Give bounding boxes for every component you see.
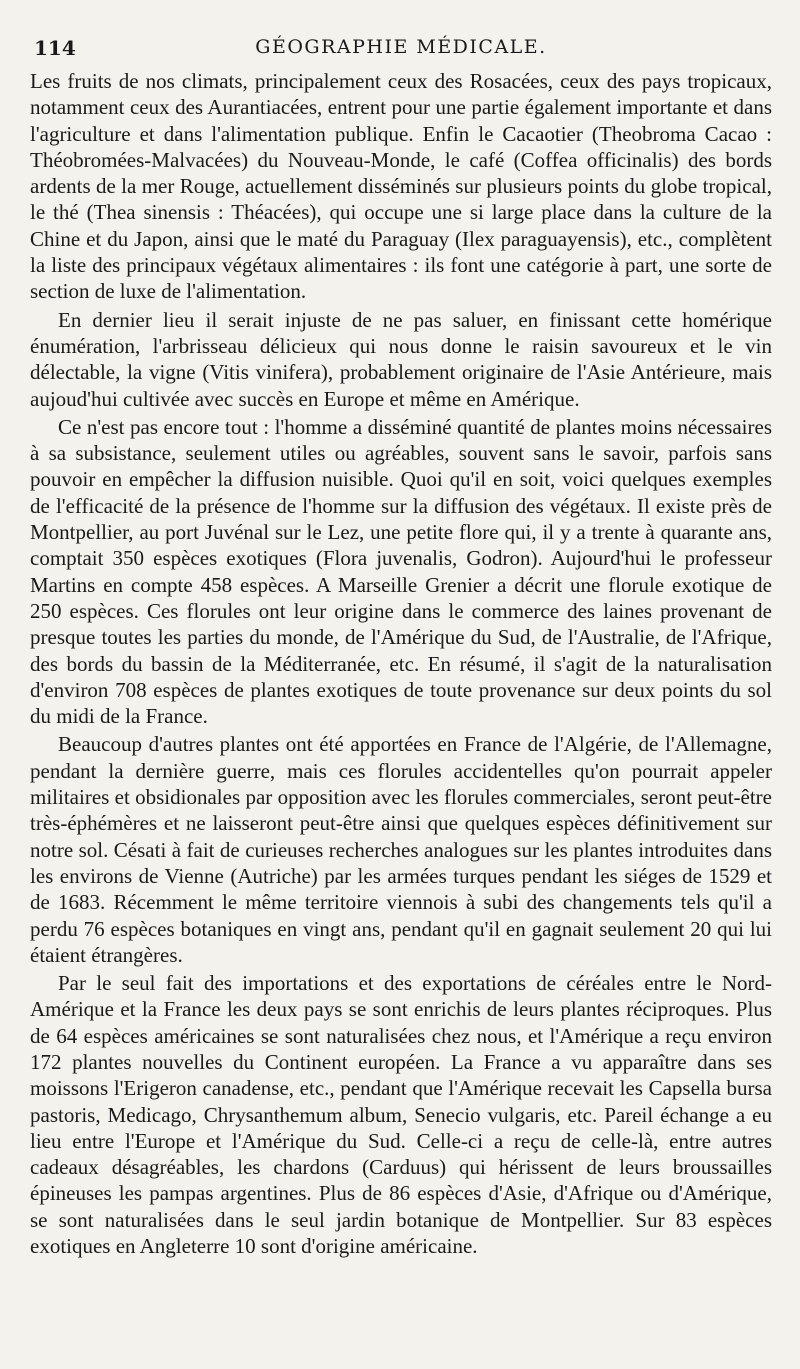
paragraph-vigne: En dernier lieu il serait injuste de ne pas saluer, en finissant cette homérique énumération, l'arbrisseau délicieux qui nous donne le raisin savoureux et le vin délectable, la vigne (Vitis vinifera), probablement originaire de l'Asie Antérieure, mais aujoud'hui cultivée avec succès en Europe et même en Amérique. (30, 307, 772, 411)
page-number: 114 (34, 36, 76, 60)
page-header (30, 30, 772, 64)
body-text (30, 68, 772, 1259)
running-title: GÉOGRAPHIE MÉDICALE. (255, 36, 547, 58)
paragraph-fruits: Les fruits de nos climats, principalement ceux des Rosacées, ceux des pays tropicaux, notamment ceux des Aurantiacées, entrent pour une partie également importante et dans l'agriculture et dans l'alimentation publique. Enfin le Cacaotier (Theobroma Cacao : Théobromées-Malvacées) du Nouveau-Monde, le café (Coffea officinalis) des bords ardents de la mer Rouge, actuellement disséminés sur plusieurs points du globe tropical, le thé (Thea sinensis : Théacées), qui occupe une si large place dans la culture de la Chine et du Japon, ainsi que le maté du Paraguay (Ilex paraguayensis), etc., complètent la liste des principaux végétaux alimentaires : ils font une catégorie à part, une sorte de section de luxe de l'alimentation. (30, 69, 772, 304)
paragraph-dissemination: Ce n'est pas encore tout : l'homme a disséminé quantité de plantes moins nécessaires à sa subsistance, seulement utiles ou agréables, souvent sans le savoir, parfois sans pouvoir en empêcher la diffusion nuisible. Quoi qu'il en soit, voici quelques exemples de l'efficacité de la présence de l'homme sur la diffusion des végétaux. Il existe près de Montpellier, au port Juvénal sur le Lez, une petite flore qui, il y a trente à quarante ans, comptait 350 espèces exotiques (Flora juvenalis, Godron). Aujourd'hui le professeur Martins en compte 458 espèces. A Marseille Grenier a décrit une florule exotique de 250 espèces. Ces florules ont leur origine dans le commerce des laines provenant de presque toutes les parties du monde, de l'Amérique du Sud, de l'Australie, de l'Afrique, des bords du bassin de la Méditerranée, etc. En résumé, il s'agit de la naturalisation d'environ 708 espèces de plantes exotiques de toute provenance sur deux points du sol du midi de la France. (30, 414, 772, 729)
paragraph-echanges: Par le seul fait des importations et des exportations de céréales entre le Nord-Amérique et la France les deux pays se sont enrichis de leurs plantes réciproques. Plus de 64 espèces américaines se sont naturalisées chez nous, et l'Amérique a reçu environ 172 plantes nouvelles du Continent européen. La France a vu apparaître dans ses moissons l'Erigeron canadense, etc., pendant que l'Amérique recevait les Capsella bursa pastoris, Medicago, Chrysanthemum album, Senecio vulgaris, etc. Pareil échange a eu lieu entre l'Europe et l'Amérique du Sud. Celle-ci a reçu de celle-là, entre autres cadeaux désagréables, les chardons (Carduus) qui hérissent de leurs broussailles épineuses les pampas argentines. Plus de 86 espèces d'Asie, d'Afrique ou d'Amérique, se sont naturalisées dans le seul jardin botanique de Montpellier. Sur 83 espèces exotiques en Angleterre 10 sont d'origine américaine. (30, 971, 772, 1259)
paragraph-guerre: Beaucoup d'autres plantes ont été apportées en France de l'Algérie, de l'Allemagne, pendant la dernière guerre, mais ces florules accidentelles qu'on pourrait appeler militaires et obsidionales par opposition avec les florules commerciales, seront peut-être très-éphémères et ne laisseront peut-être ainsi que quelques espèces définitivement sur notre sol. Césati à fait de curieuses recherches analogues sur les plantes introduites dans les environs de Vienne (Autriche) par les armées turques pendant les siéges de 1529 et de 1683. Récemment le même territoire viennois à subi des changements tels qu'il a perdu 76 espèces botaniques en vingt ans, pendant qu'il en gagnait seulement 20 qui lui étaient étrangères. (30, 732, 772, 967)
